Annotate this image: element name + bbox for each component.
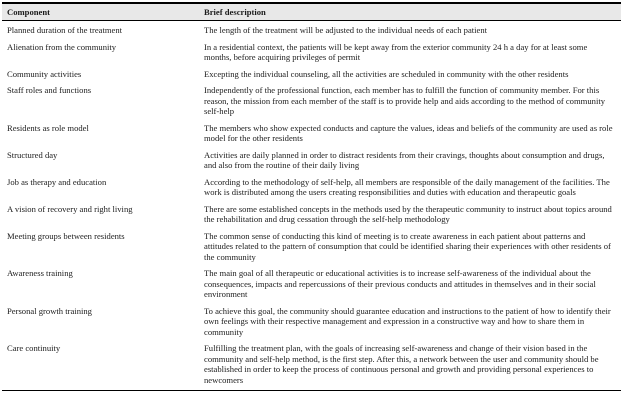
column-header-component: Component [2,3,199,21]
component-cell: Residents as role model [7,122,89,133]
table-row [2,201,621,228]
table-row [2,303,621,340]
table-row [2,174,621,201]
table-row [2,265,621,302]
table-container [2,2,621,391]
component-cell: Alienation from the community [7,41,117,52]
table-row [2,120,621,147]
component-cell: Awareness training [7,268,73,279]
description-cell: In a residential context, the patients will be kept away from the exterior community 24 h a day for at least some months, before acquiring privileges of permit [204,41,588,63]
description-cell: The common sense of conducting this kind of meeting is to create awareness in each patient about patterns and attitudes related to the pattern of consumption that could be identified sharing their experiences with other residents of the community [204,230,611,262]
table-row [2,21,621,39]
description-cell: Independently of the professional function, each member has to fulfill the function of community member. For this reason, the mission from each member of the staff is to provide help and aids according to the method of community self-help [204,85,606,117]
description-cell: Excepting the individual counseling, all the activities are scheduled in community with the other residents [204,68,569,79]
table-row [2,82,621,119]
table-row [2,340,621,390]
description-cell: To achieve this goal, the community should guarantee education and instructions to the patient of how to identify their own feelings with their respective management and expression in a constructive way and how to share them in community [204,305,611,337]
therapeutic-community-components-table [2,2,621,391]
component-cell: Staff roles and functions [7,85,92,96]
component-cell: Structured day [7,149,58,160]
description-cell: The main goal of all therapeutic or educational activities is to increase self-awareness of the individual about the consequences, impacts and repercussions of their previous conducts and attitudes in themselves and in their social environment [204,268,596,300]
table-row [2,228,621,265]
description-cell: According to the methodology of self-help, all members are responsible of the daily management of the facilities. The work is distributed among the users creating responsibilities and duties with education and therapeutic goals [204,176,610,198]
description-cell: The members who show expected conducts and capture the values, ideas and beliefs of the community are used as role model for the other residents [204,122,613,144]
table-row [2,147,621,174]
table-row [2,39,621,66]
component-cell: Personal growth training [7,305,92,316]
table-row [2,66,621,82]
description-cell: The length of the treatment will be adjusted to the individual needs of each patient [204,25,488,36]
component-cell: Job as therapy and education [7,176,107,187]
description-cell: Fulfilling the treatment plan, with the goals of increasing self-awareness and change of their vision based in the community and self-help method, is the first step. After this, a network between the user and community should be established in order to keep the process of continuous personal and growth and providing personal experiences to newcomers [199,340,621,390]
component-cell: Planned duration of the treatment [7,25,123,36]
table-header-row [2,3,621,21]
description-cell: There are some established concepts in the methods used by the therapeutic community to instruct about topics around the rehabilitation and drug cessation through the self-help methodology [204,203,612,225]
component-cell: A vision of recovery and right living [7,203,133,214]
component-cell: Care continuity [2,340,199,390]
description-cell: Activities are daily planned in order to distract residents from their cravings, thoughts about consumption and drugs, and also from the routine of their daily living [204,149,605,171]
component-cell: Meeting groups between residents [7,230,125,241]
column-header-brief-description: Brief description [199,3,621,21]
component-cell: Community activities [7,68,82,79]
